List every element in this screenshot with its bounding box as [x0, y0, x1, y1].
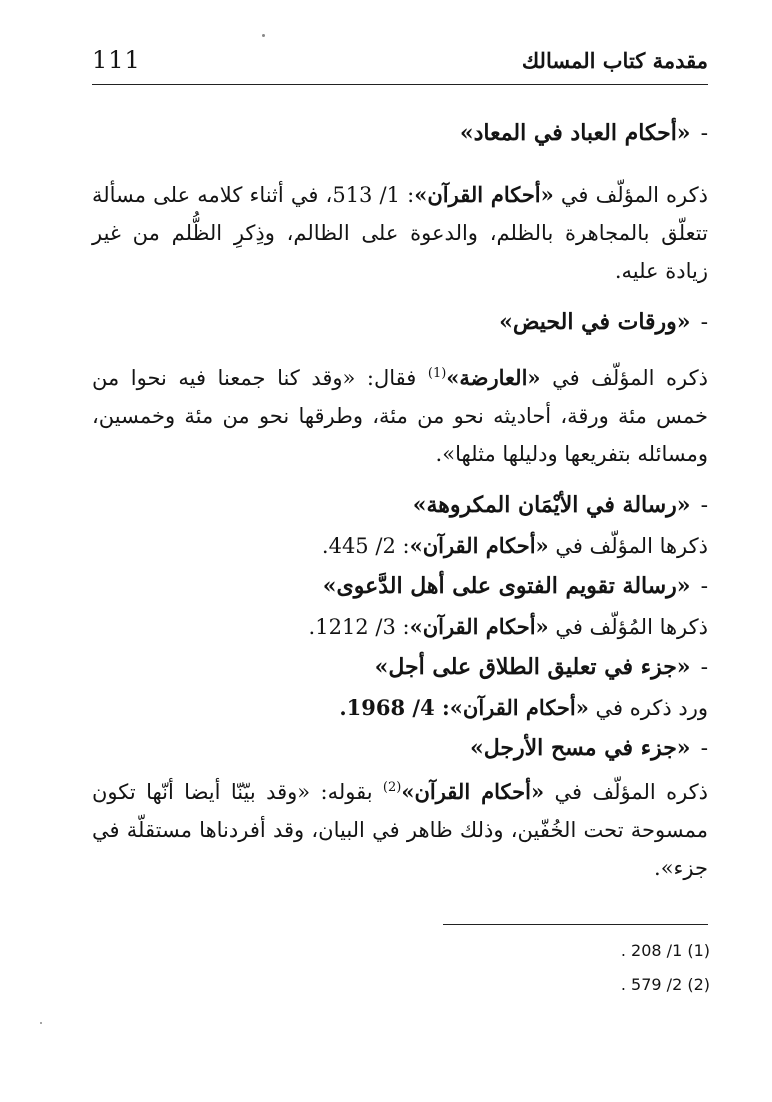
- footnote-2: . 579 /2 (2): [620, 975, 710, 994]
- section-paragraph: ذكره المؤلّف في «العارضة»$^{(1)}$ فقال: «وقد كنا جمعنا فيه نحوا من خمس مئة ورقة، أحاديثه نحو من مئة، وطرقها نحو من مئة وخمسين، ومسائله بتفريعها ودليلها مثلها».: [92, 365, 708, 466]
- header-rule: [92, 84, 708, 85]
- footnote-ref[interactable]: (1): [427, 366, 447, 381]
- section-heading: -«رسالة في الأيْمَان المكروهة»: [412, 492, 708, 518]
- footnotes: [560, 934, 710, 1002]
- scan-speck: [40, 1022, 42, 1024]
- page-header: [92, 44, 708, 84]
- section-heading: -«جزء في تعليق الطلاق على أجل»: [374, 654, 708, 680]
- scan-speck: [262, 34, 265, 37]
- footnote-rule: [443, 924, 708, 925]
- section-heading: -«أحكام العباد في المعاد»: [459, 120, 708, 146]
- running-head: مقدمة كتاب المسالك: [521, 48, 708, 73]
- section-heading: -«ورقات في الحيض»: [499, 309, 708, 335]
- section-citation: ذكرها المؤلّف في «أحكام القرآن»: 2/ 445.: [321, 533, 708, 558]
- section-paragraph: ذكره المؤلّف في «أحكام القرآن»$^{(2)}$ بقوله: «وقد بيّنّا أيضا أنّها تكون ممسوحة تحت الخُفّين، وذلك ظاهر في البيان، وقد أفردناها مستقلّة في جزء».: [92, 779, 709, 880]
- footnote-1: . 208 /1 (1): [620, 941, 710, 960]
- section-paragraph: ذكره المؤلّف في «أحكام القرآن»: 1/ 513، في أثناء كلامه على مسألة تتعلّق بالمجاهرة بالظلم، والدعوة على الظالم، وذِكرِ الظُّلم من غير زيادة عليه.: [92, 182, 708, 283]
- section-heading: -«رسالة تقويم الفتوى على أهل الدَّعوى»: [322, 573, 708, 599]
- section-citation: ورد ذكره في «أحكام القرآن»: 4/ 1968.: [339, 695, 708, 720]
- footnote-ref[interactable]: (2): [382, 780, 402, 795]
- section-heading: -«جزء في مسح الأرجل»: [469, 735, 708, 761]
- page-number: 111: [92, 46, 141, 74]
- section-citation: ذكرها المُؤلّف في «أحكام القرآن»: 3/ 1212.: [308, 614, 708, 639]
- main-text: [92, 113, 708, 887]
